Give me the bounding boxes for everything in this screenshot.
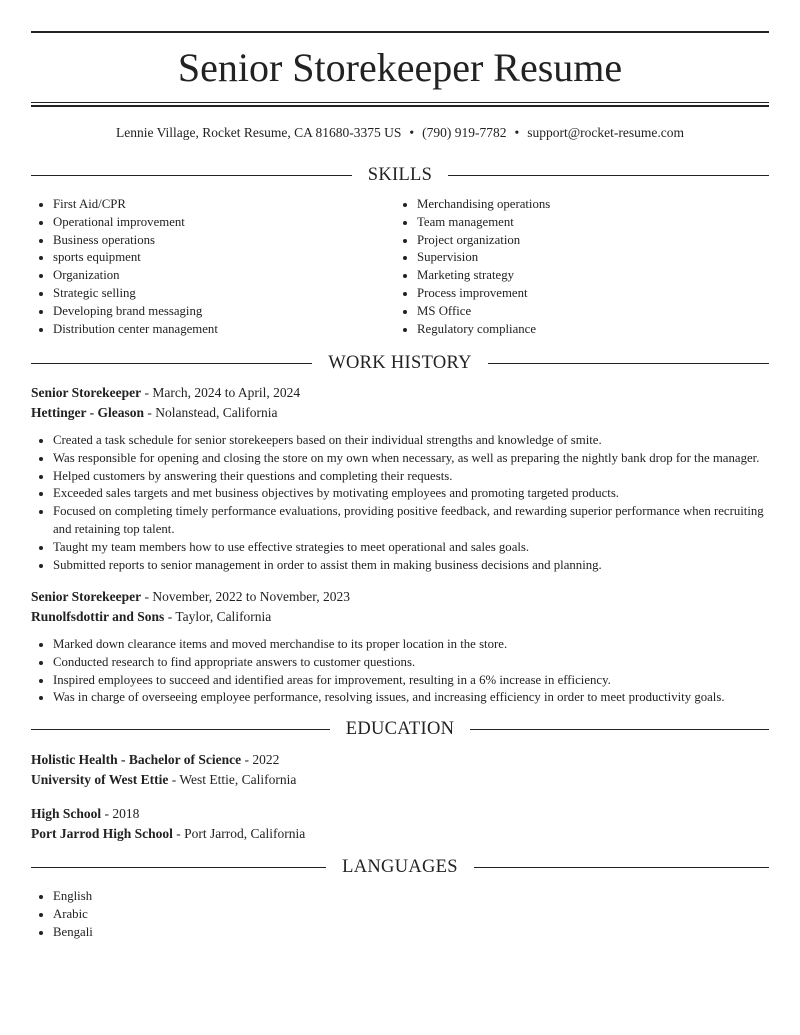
job-bullet: Created a task schedule for senior storekeepers based on their individual strengths and knowledge of smite. <box>31 432 769 450</box>
header-bottom-rule-thin <box>31 102 769 103</box>
job-title: Senior Storekeeper <box>31 385 142 400</box>
separator-dot: • <box>409 125 415 140</box>
job-bullet: Was in charge of overseeing employee performance, resolving issues, and increasing efficiency in order to meet productivity goals. <box>31 689 769 707</box>
job-dates: - March, 2024 to April, 2024 <box>141 385 301 400</box>
skill-item: Project organization <box>395 232 755 250</box>
education-entry <box>31 750 769 790</box>
job-dates: - November, 2022 to November, 2023 <box>141 589 350 604</box>
contact-line <box>31 124 769 142</box>
graduation-year: - 2018 <box>101 806 140 821</box>
job-title: Senior Storekeeper <box>31 589 142 604</box>
skill-item: Merchandising operations <box>395 196 755 214</box>
job-bullets <box>31 432 769 574</box>
job-bullet: Conducted research to find appropriate answers to customer questions. <box>31 654 769 672</box>
section-title-education: EDUCATION <box>345 718 455 739</box>
job-bullet: Submitted reports to senior management in order to assist them in making business decisions and planning. <box>31 557 769 575</box>
skills-list-right <box>395 196 755 338</box>
skill-item: sports equipment <box>31 249 391 267</box>
school-location: - Port Jarrod, California <box>172 826 306 841</box>
skills-list-left <box>31 196 391 338</box>
job-location: - Taylor, California <box>164 609 272 624</box>
skill-item: Team management <box>395 214 755 232</box>
languages-list <box>31 888 769 941</box>
work-history-section-heading <box>31 352 769 374</box>
education-section-heading <box>31 718 769 740</box>
divider <box>31 867 326 868</box>
job-bullet: Focused on completing timely performance evaluations, providing positive feedback, and rewarding superior performance when recruiting and retaining top talent. <box>31 503 769 539</box>
job-entry <box>31 383 769 574</box>
skill-item: Business operations <box>31 232 391 250</box>
degree-line <box>31 750 769 770</box>
job-company-line <box>31 607 769 627</box>
skill-item: Regulatory compliance <box>395 321 755 339</box>
skill-item: MS Office <box>395 303 755 321</box>
divider <box>488 363 769 364</box>
skill-item: Organization <box>31 267 391 285</box>
job-bullet: Inspired employees to succeed and identified areas for improvement, resulting in a 6% increase in efficiency. <box>31 672 769 690</box>
page-title: Senior Storekeeper Resume <box>177 45 623 90</box>
skill-item: Marketing strategy <box>395 267 755 285</box>
job-company-line <box>31 403 769 423</box>
job-bullet: Was responsible for opening and closing the store on my own when necessary, as well as preparing the nightly bank drop for the manager. <box>31 450 769 468</box>
school-location: - West Ettie, California <box>168 772 297 787</box>
languages-section-heading <box>31 856 769 878</box>
job-company: Runolfsdottir and Sons <box>31 609 165 624</box>
divider <box>31 363 312 364</box>
separator-dot: • <box>514 125 520 140</box>
school-line <box>31 824 769 844</box>
degree: High School <box>31 806 102 821</box>
skills-section-heading <box>31 164 769 186</box>
language-item: Arabic <box>31 906 769 924</box>
school-line <box>31 770 769 790</box>
job-bullet: Helped customers by answering their questions and completing their requests. <box>31 468 769 486</box>
job-bullets <box>31 636 769 707</box>
job-company: Hettinger - Gleason <box>31 405 144 420</box>
divider <box>470 729 769 730</box>
graduation-year: - 2022 <box>241 752 280 767</box>
degree-line <box>31 804 769 824</box>
job-title-line <box>31 587 769 607</box>
skill-item: Distribution center management <box>31 321 391 339</box>
contact-email: support@rocket-resume.com <box>527 125 684 140</box>
school-name: Port Jarrod High School <box>31 826 173 841</box>
job-location: - Nolanstead, California <box>143 405 278 420</box>
skill-item: Supervision <box>395 249 755 267</box>
divider <box>448 175 769 176</box>
language-item: English <box>31 888 769 906</box>
skill-item: First Aid/CPR <box>31 196 391 214</box>
skill-item: Developing brand messaging <box>31 303 391 321</box>
contact-phone: (790) 919-7782 <box>422 125 507 140</box>
header-bottom-rule-thick <box>31 105 769 107</box>
education-entry <box>31 804 769 844</box>
job-entry <box>31 587 769 707</box>
section-title-work-history: WORK HISTORY <box>328 352 472 373</box>
school-name: University of West Ettie <box>31 772 169 787</box>
job-bullet: Marked down clearance items and moved merchandise to its proper location in the store. <box>31 636 769 654</box>
degree: Holistic Health - Bachelor of Science <box>31 752 242 767</box>
job-bullet: Taught my team members how to use effective strategies to meet operational and sales goals. <box>31 539 769 557</box>
divider <box>31 175 352 176</box>
section-title-languages: LANGUAGES <box>342 856 458 877</box>
skill-item: Strategic selling <box>31 285 391 303</box>
divider <box>474 867 769 868</box>
contact-address: Lennie Village, Rocket Resume, CA 81680-3375 US <box>115 125 402 140</box>
language-item: Bengali <box>31 924 769 942</box>
header-top-rule <box>31 31 769 33</box>
divider <box>31 729 330 730</box>
job-bullet: Exceeded sales targets and met business objectives by motivating employees and promoting targeted products. <box>31 485 769 503</box>
skill-item: Operational improvement <box>31 214 391 232</box>
skill-item: Process improvement <box>395 285 755 303</box>
section-title-skills: SKILLS <box>367 164 433 185</box>
job-title-line <box>31 383 769 403</box>
